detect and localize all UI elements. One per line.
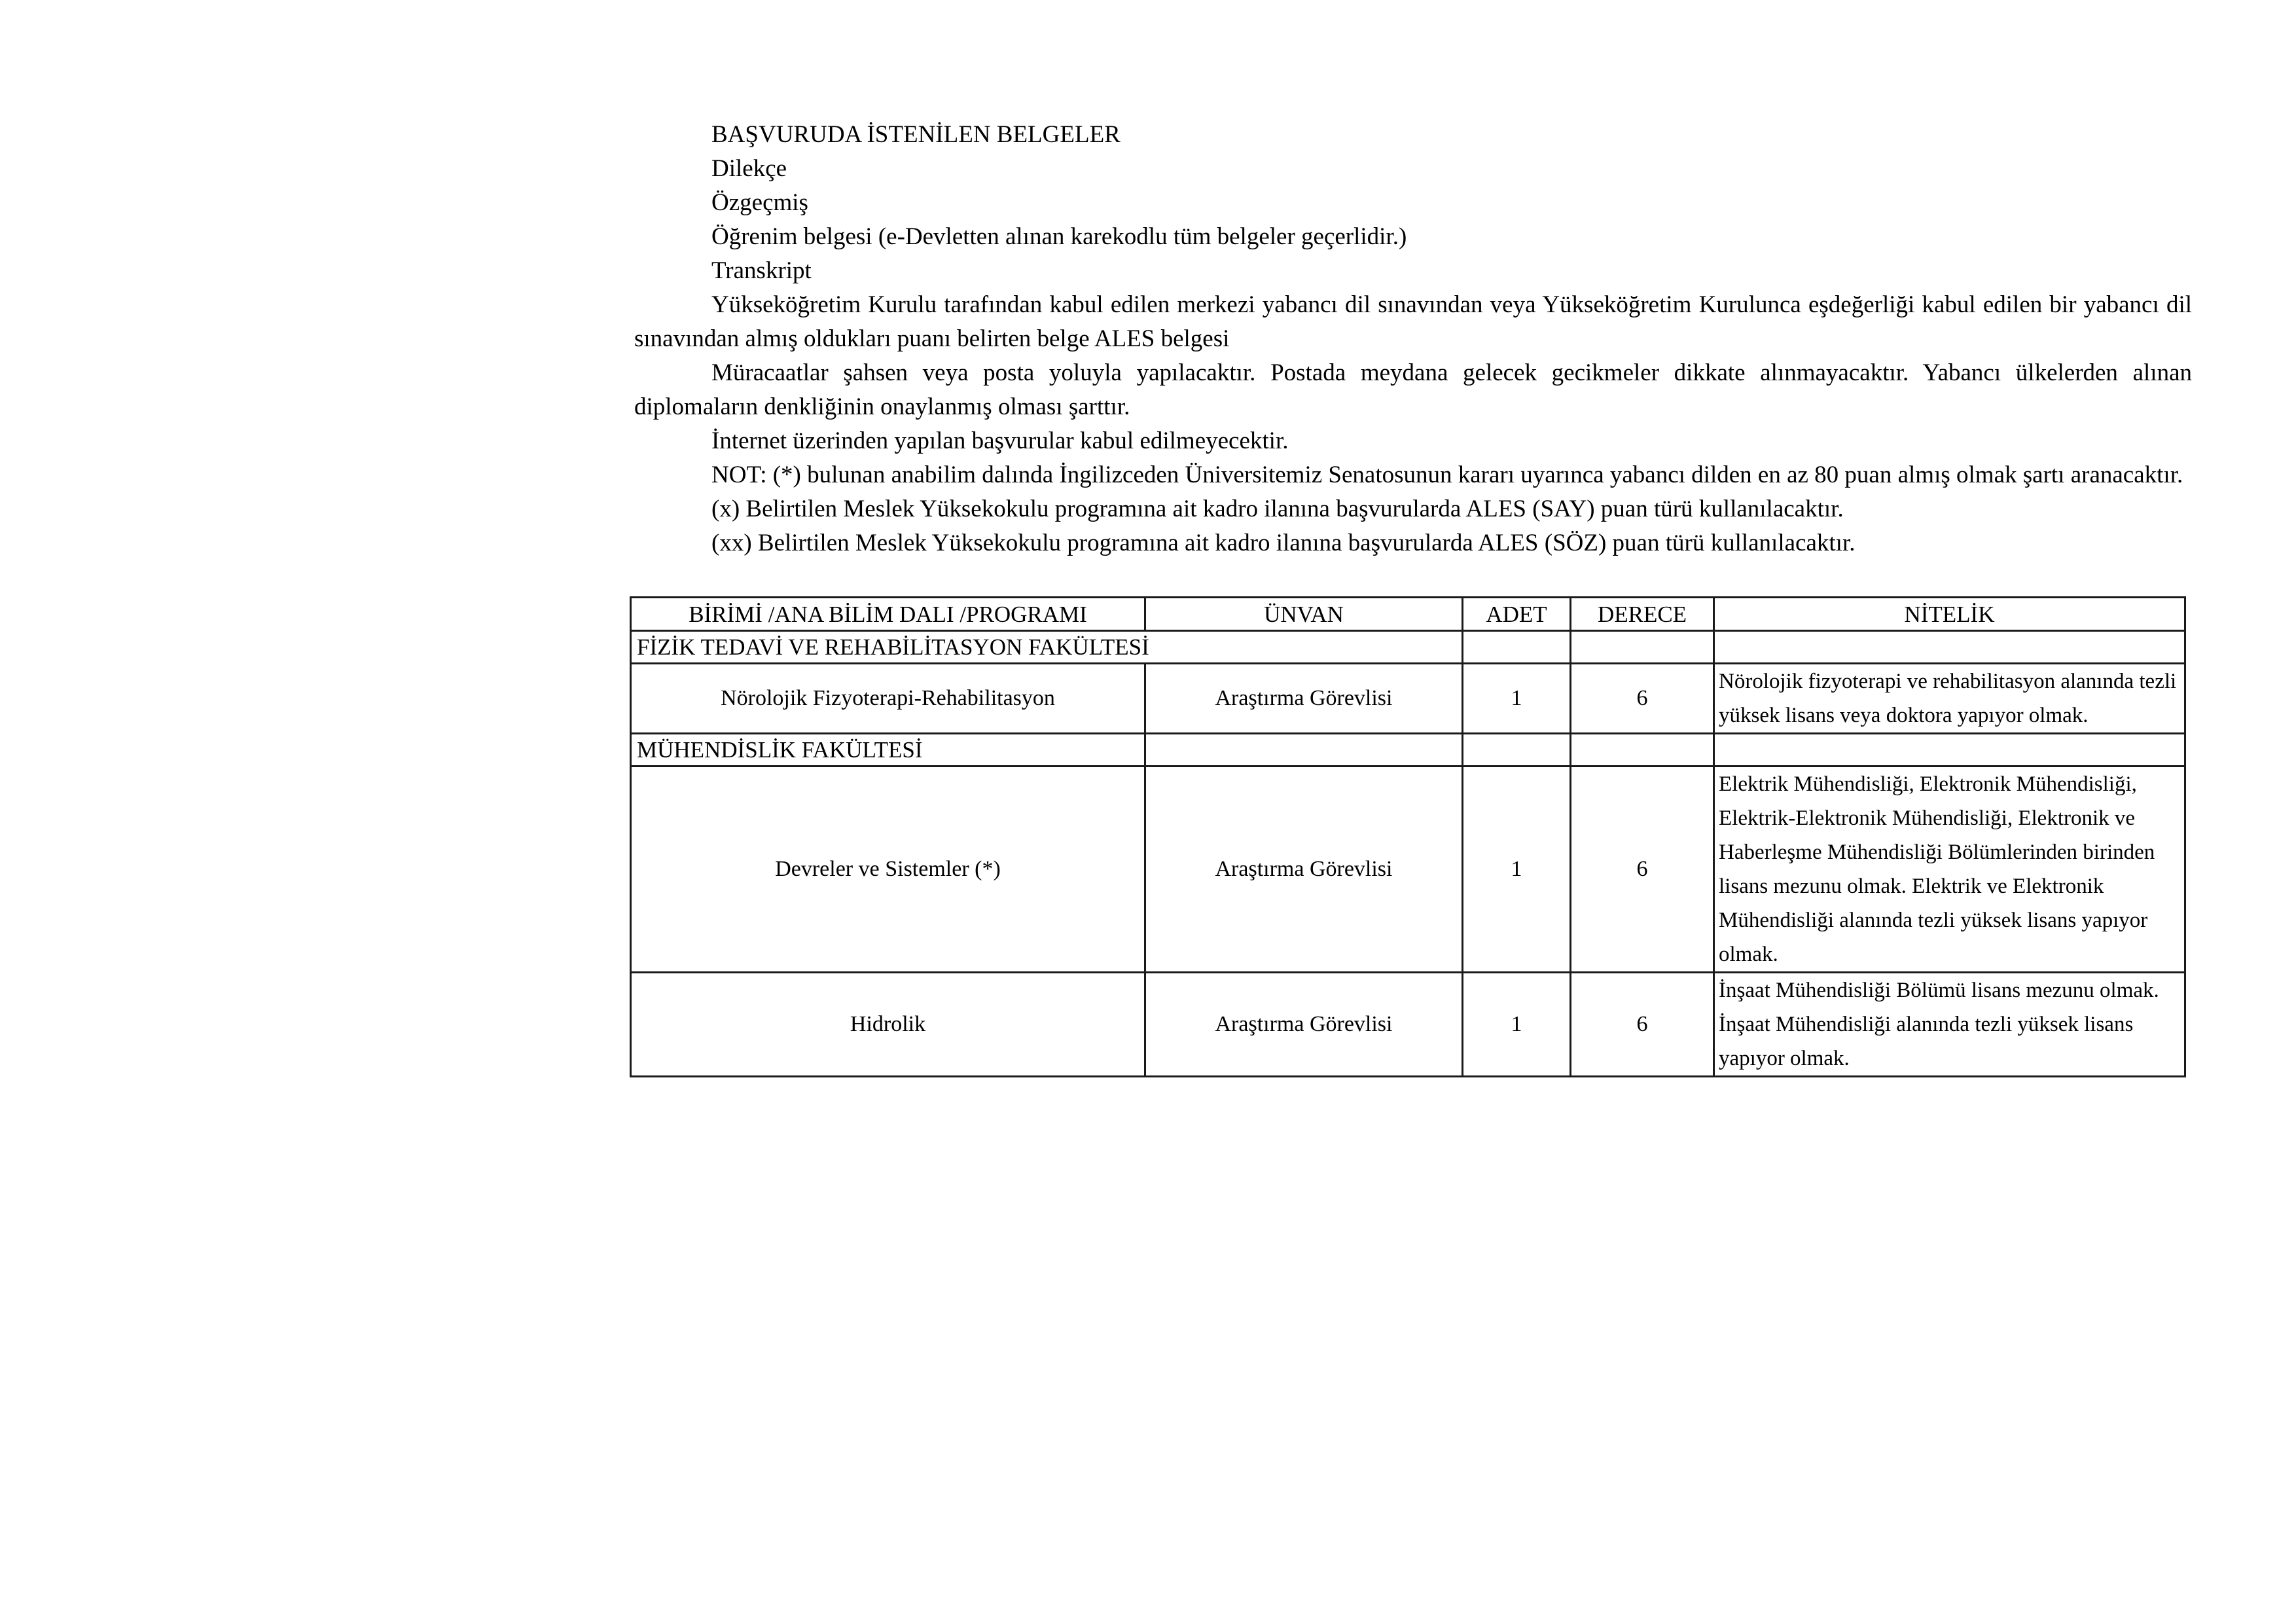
table-row	[631, 664, 2185, 734]
empty-cell	[1714, 631, 2185, 664]
internet-applications-note: İnternet üzerinden yapılan başvurular kabul edilmeyecektir.	[711, 427, 1289, 454]
header-unit: BİRİMİ /ANA BİLİM DALI /PROGRAMI	[631, 598, 1145, 631]
requirement-transcript: Transkript	[711, 257, 812, 284]
faculty-name: MÜHENDİSLİK FAKÜLTESİ	[631, 734, 1145, 767]
position-title: Araştırma Görevlisi	[1145, 973, 1463, 1077]
position-unit: Nörolojik Fizyoterapi-Rehabilitasyon	[631, 664, 1145, 734]
empty-cell	[1571, 631, 1714, 664]
position-qualification: Nörolojik fizyoterapi ve rehabilitasyon alanında tezli yüksek lisans veya doktora yapıyor olmak.	[1714, 664, 2185, 734]
faculty-name: FİZİK TEDAVİ VE REHABİLİTASYON FAKÜLTESİ	[631, 631, 1463, 664]
section-heading: BAŞVURUDA İSTENİLEN BELGELER	[711, 121, 1121, 148]
requirement-cv: Özgeçmiş	[711, 189, 808, 216]
requirement-education-certificate: Öğrenim belgesi (e-Devletten alınan karekodlu tüm belgeler geçerlidir.)	[711, 223, 1407, 250]
language-exam-paragraph: Yükseköğretim Kurulu tarafından kabul edilen merkezi yabancı dil sınavından veya Yükseköğretim Kurulunca eşdeğerliği kabul edilen bir yabancı dil sınavından almış oldukları puanı belirten belge ALES belgesi	[634, 291, 2192, 352]
header-count: ADET	[1463, 598, 1571, 631]
application-method-paragraph: Müracaatlar şahsen veya posta yoluyla yapılacaktır. Postada meydana gelecek gecikmeler dikkate alınmayacaktır. Yabancı ülkelerden alınan diplomaların denkliğinin onaylanmış olması şarttır.	[634, 359, 2192, 420]
empty-cell	[1463, 734, 1571, 767]
position-unit: Hidrolik	[631, 973, 1145, 1077]
header-title: ÜNVAN	[1145, 598, 1463, 631]
x-note: (x) Belirtilen Meslek Yüksekokulu programına ait kadro ilanına başvurularda ALES (SAY) puan türü kullanılacaktır.	[711, 496, 1844, 522]
position-degree: 6	[1571, 664, 1714, 734]
empty-cell	[1714, 734, 2185, 767]
asterisk-note: NOT: (*) bulunan anabilim dalında İngilizceden Üniversitemiz Senatosunun kararı uyarınca yabancı dilden en az 80 puan almış olmak şartı aranacaktır.	[711, 461, 2183, 488]
position-count: 1	[1463, 767, 1571, 973]
position-count: 1	[1463, 664, 1571, 734]
application-requirements-section	[634, 118, 2192, 560]
position-title: Araştırma Görevlisi	[1145, 767, 1463, 973]
empty-cell	[1145, 734, 1463, 767]
table-row	[631, 973, 2185, 1077]
position-unit: Devreler ve Sistemler (*)	[631, 767, 1145, 973]
table-header-row	[631, 598, 2185, 631]
positions-table	[630, 596, 2186, 1077]
requirement-petition: Dilekçe	[711, 155, 787, 182]
position-qualification: Elektrik Mühendisliği, Elektronik Mühendisliği, Elektrik-Elektronik Mühendisliği, Elektronik ve Haberleşme Mühendisliği Bölümlerinden birinden lisans mezunu olmak. Elektrik ve Elektronik Mühendisliği alanında tezli yüksek lisans yapıyor olmak.	[1714, 767, 2185, 973]
xx-note: (xx) Belirtilen Meslek Yüksekokulu programına ait kadro ilanına başvurularda ALES (SÖZ) puan türü kullanılacaktır.	[711, 530, 1856, 556]
faculty-row	[631, 631, 2185, 664]
empty-cell	[1571, 734, 1714, 767]
position-degree: 6	[1571, 973, 1714, 1077]
table-row	[631, 767, 2185, 973]
position-degree: 6	[1571, 767, 1714, 973]
position-title: Araştırma Görevlisi	[1145, 664, 1463, 734]
header-qualification: NİTELİK	[1714, 598, 2185, 631]
empty-cell	[1463, 631, 1571, 664]
faculty-row	[631, 734, 2185, 767]
header-degree: DERECE	[1571, 598, 1714, 631]
position-qualification: İnşaat Mühendisliği Bölümü lisans mezunu olmak. İnşaat Mühendisliği alanında tezli yüksek lisans yapıyor olmak.	[1714, 973, 2185, 1077]
position-count: 1	[1463, 973, 1571, 1077]
